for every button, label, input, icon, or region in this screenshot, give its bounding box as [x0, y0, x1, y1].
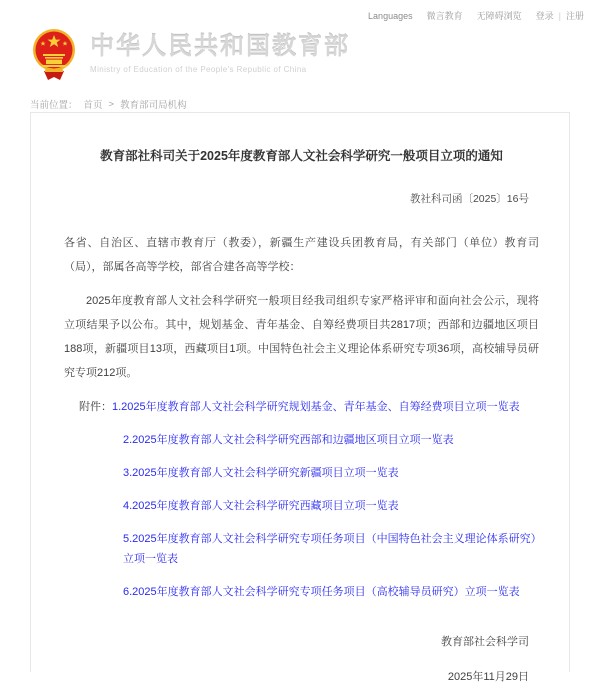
attachment-link-2[interactable]: 2.2025年度教育部人文社会科学研究西部和边疆地区项目立项一览表	[123, 434, 454, 446]
issuing-department: 教育部社会科学司	[441, 636, 529, 648]
attachment-row-1	[79, 397, 539, 417]
attachment-link-5[interactable]: 5.2025年度教育部人文社会科学研究专项任务项目（中国特色社会主义理论体系研究）立项一览表	[123, 533, 537, 565]
breadcrumb	[30, 97, 187, 111]
site-title-block	[90, 34, 350, 73]
issue-date: 2025年11月29日	[447, 671, 529, 683]
site-masthead	[0, 26, 600, 94]
attachment-link-3[interactable]: 3.2025年度教育部人文社会科学研究新疆项目立项一览表	[123, 467, 399, 479]
breadcrumb-current-link[interactable]: 教育部司局机构	[120, 100, 187, 111]
site-name: 中华人民共和国教育部	[90, 33, 350, 61]
breadcrumb-home-link[interactable]: 首页	[83, 100, 103, 111]
site-logo[interactable]	[30, 28, 350, 80]
breadcrumb-label: 当前位置：	[30, 100, 78, 111]
accessible-browsing-link[interactable]: 无障碍浏览	[476, 11, 522, 21]
document-number: 教社科司函〔2025〕16号	[409, 193, 529, 205]
breadcrumb-separator: >	[108, 98, 115, 110]
login-link[interactable]: 登录	[535, 11, 554, 21]
salutation-paragraph: 各省、自治区、直辖市教育厅（教委），新疆生产建设兵团教育局，有关部门（单位）教育司（局），部属各高等学校，部省合建各高等学校：	[64, 237, 539, 273]
notice-document-panel	[30, 112, 570, 683]
languages-link[interactable]: Languages	[368, 10, 413, 21]
divider: |	[558, 10, 561, 21]
attachment-link-6[interactable]: 6.2025年度教育部人文社会科学研究专项任务项目（高校辅导员研究）立项一览表	[123, 586, 520, 598]
login-register-group	[536, 9, 584, 22]
national-emblem-icon	[30, 28, 78, 80]
weiyan-education-link[interactable]: 微言教育	[426, 11, 463, 21]
attachments-section	[64, 397, 539, 602]
notice-title: 教育部社科司关于2025年度教育部人文社会科学研究一般项目立项的通知	[100, 149, 503, 163]
site-name-english: Ministry of Education of the People's Republic of China	[90, 64, 307, 74]
attachments-label: 附件：	[79, 401, 112, 413]
register-link[interactable]: 注册	[565, 11, 584, 21]
topbar-links	[368, 9, 584, 22]
top-utility-bar	[0, 0, 600, 26]
attachment-link-4[interactable]: 4.2025年度教育部人文社会科学研究西藏项目立项一览表	[123, 500, 399, 512]
body-paragraph: 2025年度教育部人文社会科学研究一般项目经我司组织专家严格评审和面向社会公示，现将立项结果予以公布。其中，规划基金、青年基金、自筹经费项目共2817项；西部和边疆地区项目188项，新疆项目13项，西藏项目1项。中国特色社会主义理论体系研究专项36项，高校辅导员研究专项212项。	[64, 295, 539, 379]
attachment-link-1[interactable]: 1.2025年度教育部人文社会科学研究规划基金、青年基金、自筹经费项目立项一览表	[112, 401, 520, 413]
